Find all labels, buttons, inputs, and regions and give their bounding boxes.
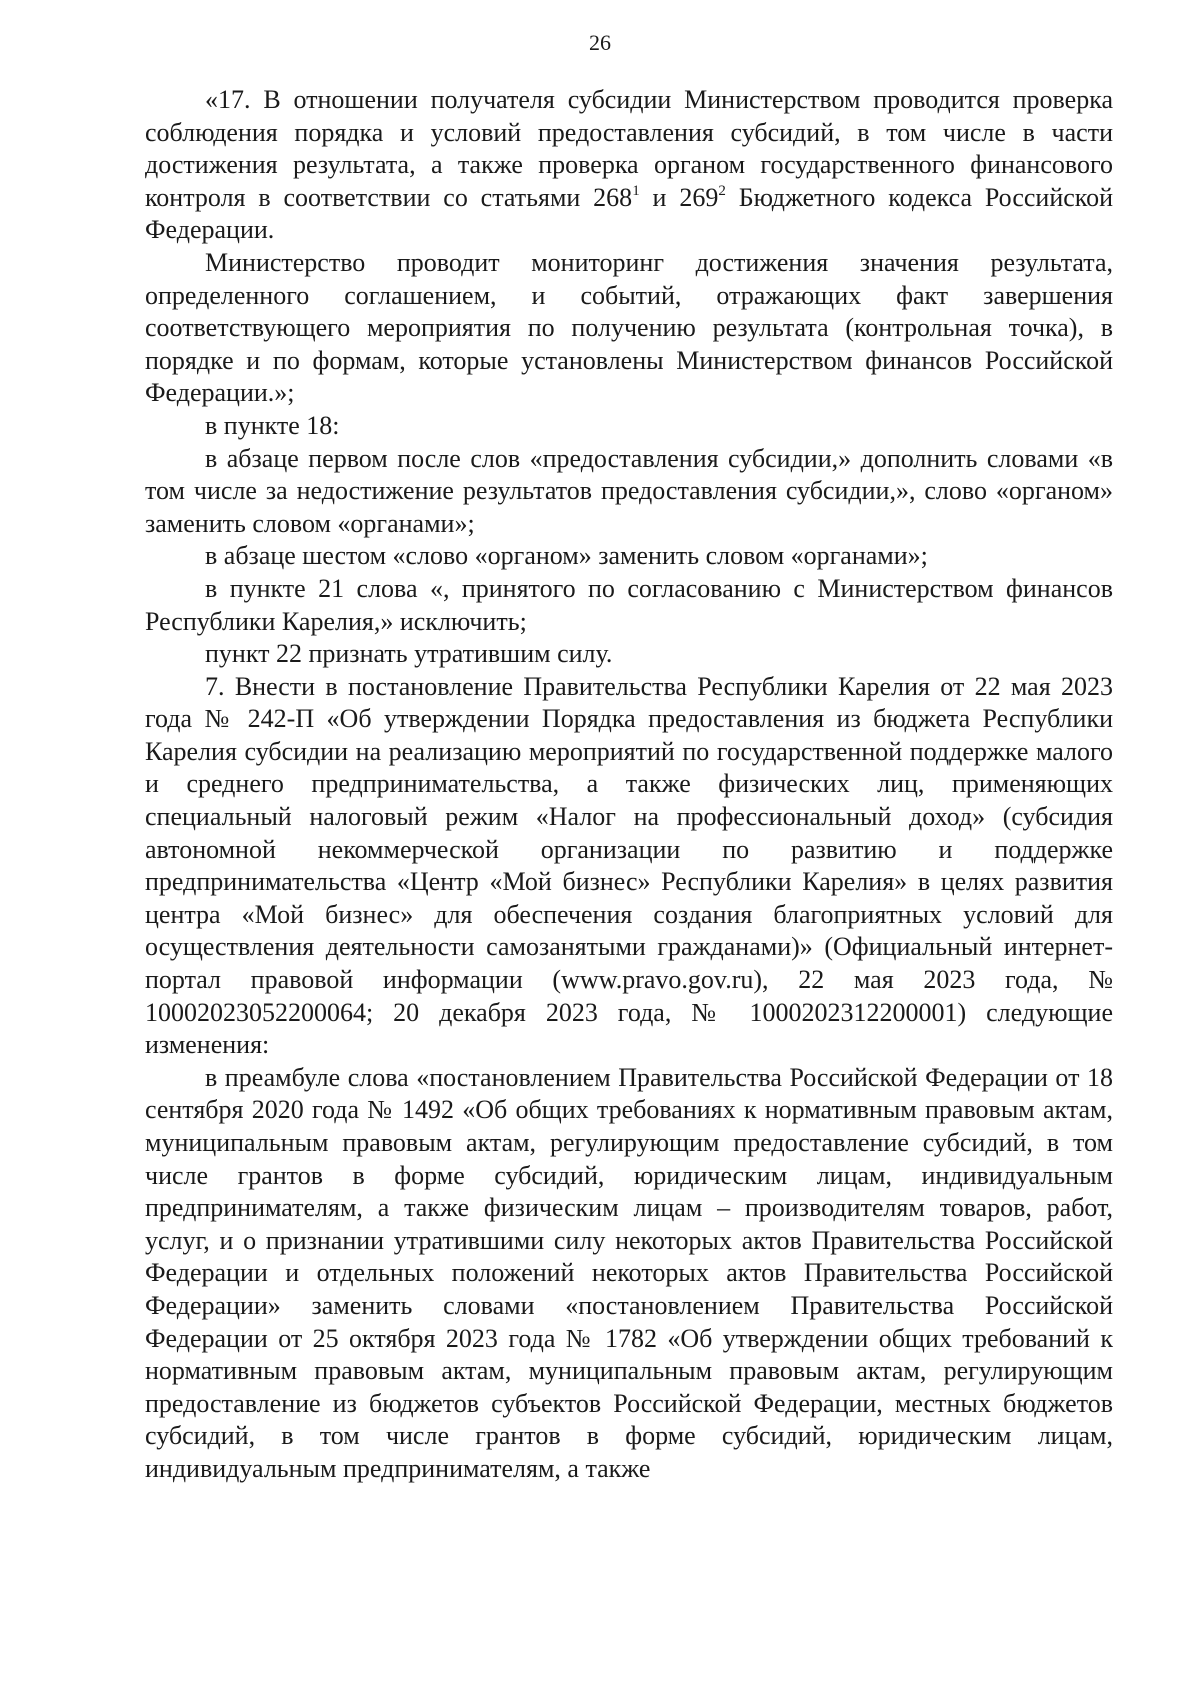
paragraph-first-subparagraph: в абзаце первом после слов «предоставления субсидии,» дополнить словами «в том числе за недостижение результатов предоставления субсидии,», слово «органом» заменить словом «органами»; [145,443,1113,538]
paragraph-point-21: в пункте 21 слова «, принятого по согласованию с Министерством финансов Республики Карелия,» исключить; [145,573,1113,636]
paragraph-monitoring: Министерство проводит мониторинг достижения значения результата, определенного соглашением, и событий, отражающих факт завершения соответствующего мероприятия по получению результата (контрольная точка), в порядке и по формам, которые установлены Министерством финансов Российской Федерации.»; [145,247,1113,408]
document-body [145,84,1113,1486]
superscript: 1 [632,182,640,199]
paragraph-sixth-subparagraph: в абзаце шестом «слово «органом» заменить словом «органами»; [205,541,928,571]
text-run: и 269 [639,182,719,212]
superscript: 2 [718,182,726,199]
paragraph-point-18: в пункте 18: [205,410,340,440]
text-run: Бюджетного кодекса Российской Федерации. [145,182,1114,245]
paragraph-point-22: пункт 22 признать утратившим силу. [205,639,613,669]
page-number: 26 [589,30,611,55]
paragraph-clause-17 [145,84,1113,247]
paragraph-preamble: в преамбуле слова «постановлением Правительства Российской Федерации от 18 сентября 2020 года № 1492 «Об общих требованиях к нормативным правовым актам, муниципальным правовым актам, регулирующим предоставление субсидий, в том числе грантов в форме субсидий, юридическим лицам, индивидуальным предпринимателям, а также физическим лицам – производителям товаров, работ, услуг, и о признании утратившими силу некоторых актов Правительства Российской Федерации и отдельных положений некоторых актов Правительства Российской Федерации» заменить словами «постановлением Правительства Российской Федерации от 25 октября 2023 года № 1782 «Об утверждении общих требований к нормативным правовым актам, муниципальным правовым актам, регулирующим предоставление из бюджетов субъектов Российской Федерации, местных бюджетов субсидий, в том числе грантов в форме субсидий, юридическим лицам, индивидуальным предпринимателям, а также [145,1062,1113,1483]
text-run: «17. В отношении получателя субсидии Министерством проводится проверка соблюдения порядка и условий предоставления субсидий, в том числе в части достижения результата, а также проверка органом государственного финансового контроля в соответствии со статьями 268 [145,85,1113,212]
paragraph-item-7: 7. Внести в постановление Правительства Республики Карелия от 22 мая 2023 года № 242-П «Об утверждении Порядка предоставления из бюджета Республики Карелия субсидии на реализацию мероприятий по государственной поддержке малого и среднего предпринимательства, а также физических лиц, применяющих специальный налоговый режим «Налог на профессиональный доход» (субсидия автономной некоммерческой организации по развитию и поддержке предпринимательства «Центр «Мой бизнес» Республики Карелия» в целях развития центра «Мой бизнес» для обеспечения создания благоприятных условий для осуществления деятельности самозанятыми гражданами)» (Официальный интернет-портал правовой информации (www.pravo.gov.ru), 22 мая 2023 года, № 10002023052200064; 20 декабря 2023 года, № 1000202312200001) следующие изменения: [145,671,1113,1060]
